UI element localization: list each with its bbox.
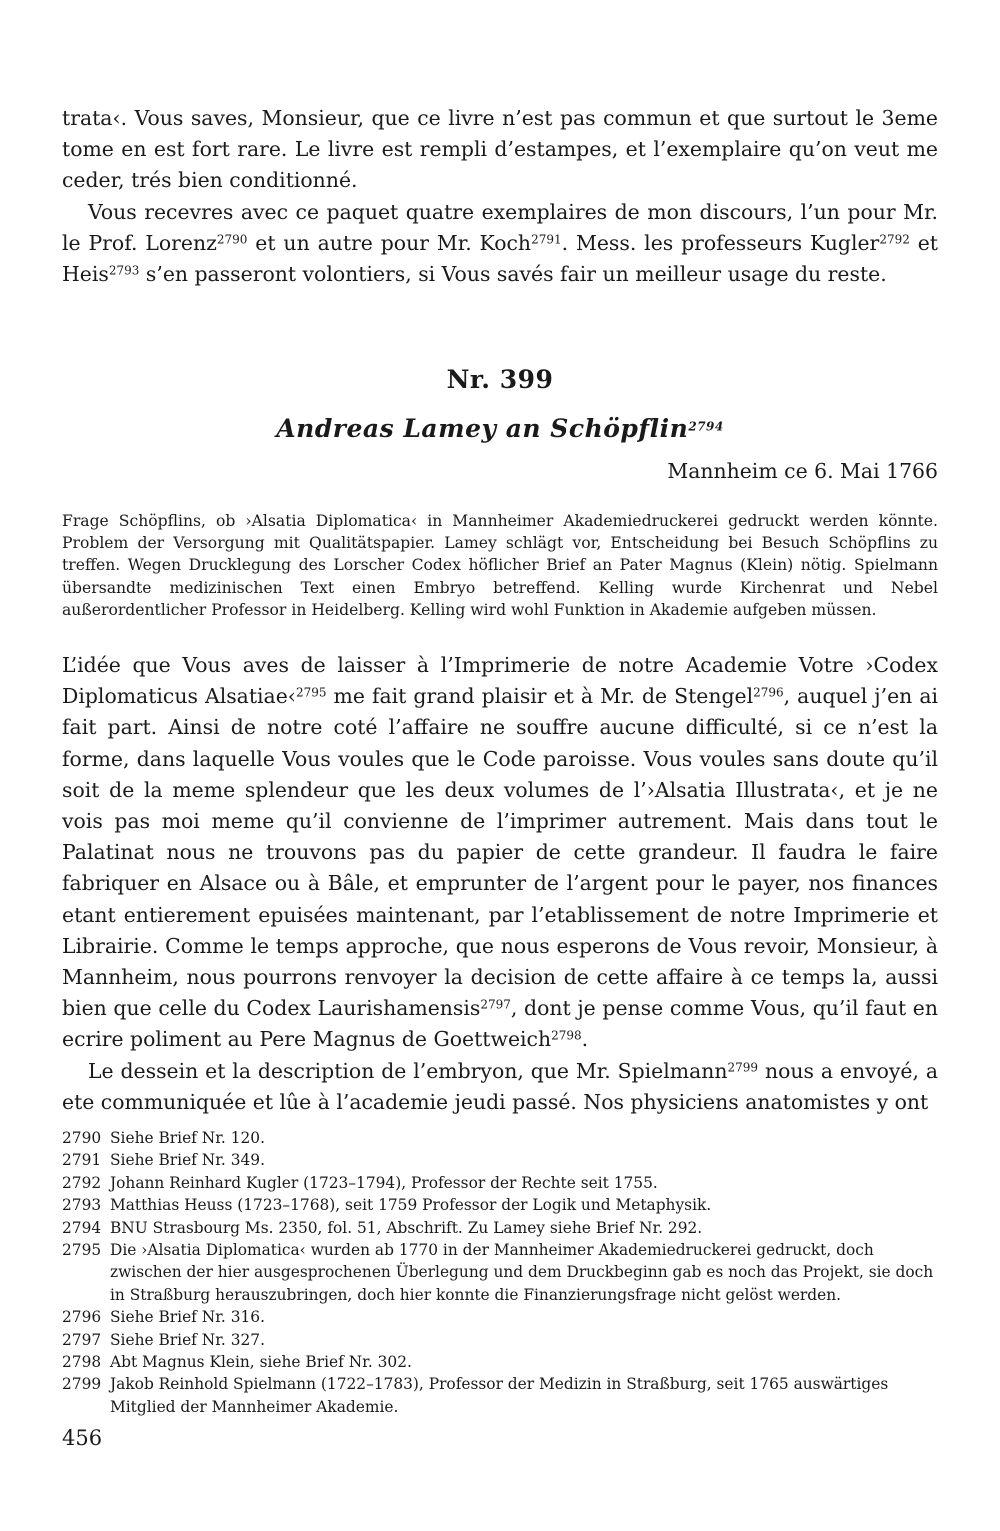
footnote-number: 2799 [62, 1375, 102, 1394]
footnote [62, 1239, 938, 1306]
footnote-reference: 2790 [216, 232, 248, 247]
footnote-reference: 2792 [879, 232, 910, 247]
footnote [62, 1217, 938, 1239]
text-run: et Heis [62, 230, 938, 287]
footnote-reference: 2794 [688, 419, 724, 434]
footnote-text: Die ›Alsatia Diplomatica‹ wurden ab 1770 in der Mannheimer Akademiedruckerei gedruckt, doch zwischen der hier ausgesprochenen Überlegung und dem Druckbeginn gab es noch das Projekt, sie doch in Straßburg herauszubringen, doch hier konnte die Finanzierungsfrage nicht gelöst werden. [110, 1241, 934, 1304]
footnote [62, 1172, 938, 1194]
text-run: . Mess. les professeurs Kugler [561, 230, 880, 255]
footnote-text: Matthias Heuss (1723–1768), seit 1759 Professor der Logik und Metaphysik. [110, 1196, 712, 1215]
text-run: me fait grand plaisir et à Mr. de Stengel [326, 684, 754, 709]
text-run: , dont je pense comme Vous, qu’il faut en ecrire poliment au Pere Magnus de Goettweich [62, 996, 938, 1052]
footnote [62, 1194, 938, 1216]
footnote [62, 1306, 938, 1328]
footnote [62, 1351, 938, 1373]
body-paragraph: trata‹. Vous saves, Monsieur, que ce livre n’est pas commun et que surtout le 3eme tome en est fort rare. Le livre est rempli d’estampes, et l’exemplaire qu’on veut me ceder, trés bien conditionné. [62, 106, 938, 193]
footnote-number: 2791 [62, 1151, 102, 1170]
letter-summary: Frage Schöpflins, ob ›Alsatia Diplomatica‹ in Mannheimer Akademiedruckerei gedruckt werden könnte. Problem der Versorgung mit Qualitätspapier. Lamey schlägt vor, Entscheidung bei Besuch Schöpflins zu treffen. Wegen Drucklegung des Lorscher Codex höflicher Brief an Pater Magnus (Klein) nötig. Spielmann übersandte medizinischen Text einen Embryo betreffend. Kelling wurde Kirchenrat und Nebel außerordentlicher Professor in Heidelberg. Kelling wird wohl Funktion in Akademie aufgeben müssen. [62, 512, 938, 619]
body-paragraph [62, 1056, 938, 1118]
body-paragraph [62, 650, 938, 1056]
footnote-text: Abt Magnus Klein, siehe Brief Nr. 302. [110, 1353, 412, 1372]
footnotes-section [62, 1127, 938, 1418]
letter-dateline: Mannheim ce 6. Mai 1766 [667, 459, 938, 483]
footnote-reference: 2791 [531, 232, 562, 247]
footnote-number: 2798 [62, 1353, 102, 1372]
footnote-text: Siehe Brief Nr. 327. [110, 1330, 265, 1349]
footnote-reference: 2799 [727, 1060, 759, 1075]
letter-number: Nr. 399 [446, 365, 554, 394]
footnote [62, 1329, 938, 1351]
body-paragraph [62, 197, 938, 291]
text-run: et un autre pour Mr. Koch [247, 230, 532, 255]
letter-body [62, 650, 938, 1118]
footnote-reference: 2796 [753, 685, 784, 700]
footnote-text: Siehe Brief Nr. 120. [110, 1129, 265, 1147]
text-run: L’idée que Vous aves de laisser à l’Imprimerie de notre Academie Votre ›Codex Diplomaticus Alsatiae‹ [62, 653, 938, 709]
text-run: Vous recevres avec ce paquet quatre exemplaires de mon discours, l’un pour Mr. le Prof. Lorenz [62, 199, 938, 255]
text-run: s’en passeront volontiers, si Vous savés fair un meilleur usage du reste. [139, 262, 887, 287]
footnote-text: Siehe Brief Nr. 316. [110, 1308, 265, 1327]
footnote-text: BNU Strasbourg Ms. 2350, fol. 51, Abschrift. Zu Lamey siehe Brief Nr. 292. [110, 1218, 703, 1237]
footnote-number: 2796 [62, 1308, 102, 1327]
letter-title-text: Andreas Lamey an Schöpflin [276, 414, 689, 443]
text-run: nous a envoyé, a ete communiquée et lûe à l’academie jeudi passé. Nos physiciens anatomistes y ont [62, 1058, 939, 1114]
footnote-number: 2794 [62, 1218, 102, 1237]
footnote [62, 1127, 938, 1149]
text-run: . [581, 1027, 589, 1052]
footnote-text: Johann Reinhard Kugler (1723–1794), Professor der Rechte seit 1755. [110, 1173, 658, 1192]
book-page [62, 103, 939, 1450]
footnote-reference: 2797 [480, 997, 511, 1012]
footnote-number: 2797 [62, 1330, 102, 1349]
footnote-text: Siehe Brief Nr. 349. [110, 1151, 265, 1170]
page-number: 456 [62, 1426, 103, 1450]
text-run: Le dessein et la description de l’embryon, que Mr. Spielmann [88, 1058, 728, 1083]
footnote-number: 2790 [62, 1129, 102, 1147]
footnote-reference: 2798 [551, 1028, 582, 1043]
footnote [62, 1373, 938, 1418]
letter-title [62, 414, 938, 443]
continued-letter-text [62, 103, 938, 290]
footnote-reference: 2795 [295, 685, 327, 700]
footnote-reference: 2793 [108, 263, 140, 278]
text-run: , auquel j’en ai fait part. Ainsi de notre coté l’affaire ne souffre aucune difficulté, si ce n’est la forme, dans laquelle Vous voules que le Code paroisse. Vous voules sans doute qu’il soit de la meme splendeur que les deux volumes de l’›Alsatia Illustrata‹, et je ne vois pas moi meme qu’il convienne de l’imprimer autrement. Mais dans tout le Palatinat nous ne trouvons pas du papier de cette grandeur. Il faudra le faire fabriquer en Alsace ou à Bâle, et emprunter de l’argent pour le payer, nos finances etant entierement epuisées maintenant, par l’etablissement de notre Imprimerie et Librairie. Comme le temps approche, que nous esperons de Vous revoir, Monsieur, à Mannheim, nous pourrons renvoyer la decision de cette affaire à ce temps la, aussi bien que celle du Codex Laurishamensis [62, 684, 938, 1021]
footnote-text: Jakob Reinhold Spielmann (1722–1783), Professor der Medizin in Straßburg, seit 1765 auswärtiges Mitglied der Mannheimer Akademie. [110, 1375, 889, 1416]
footnote [62, 1149, 938, 1171]
footnote-number: 2792 [62, 1173, 102, 1192]
footnote-number: 2795 [62, 1241, 102, 1260]
footnote-number: 2793 [62, 1196, 102, 1215]
